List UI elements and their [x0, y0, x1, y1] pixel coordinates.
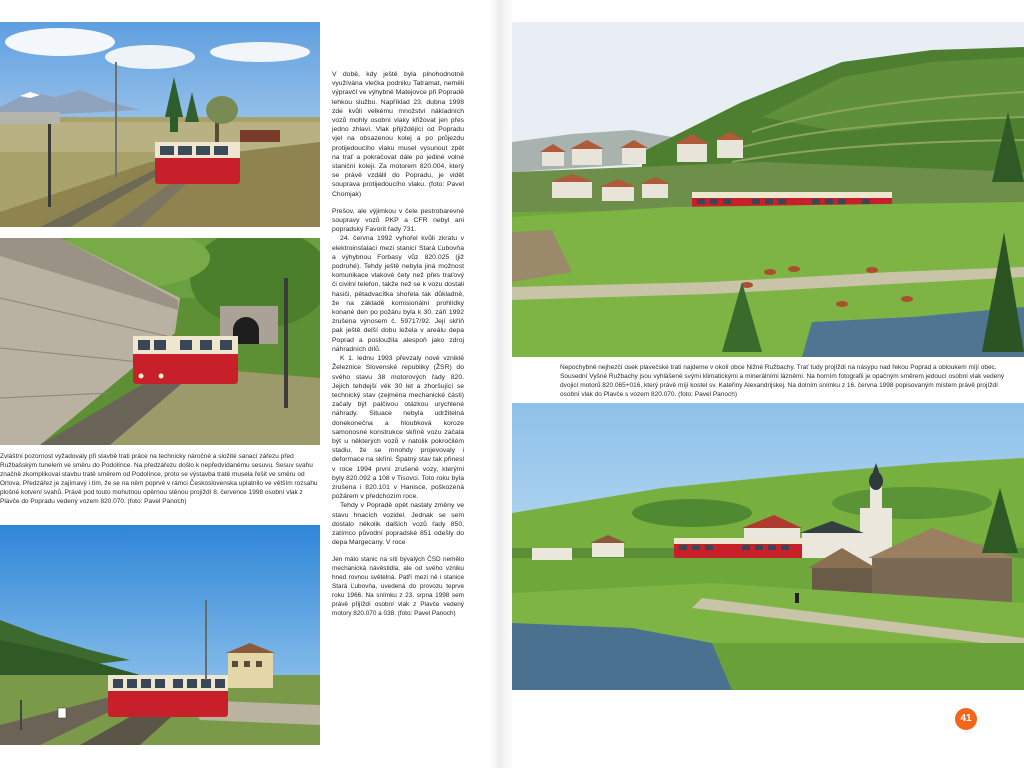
body-paragraph: Prešov, ale výjimkou v čele pestrobarevné soupravy vozů PKP a CFR nebyl ani popradský Favorit řady 731.	[332, 207, 464, 234]
photo-tunnel	[0, 238, 320, 445]
body-paragraph: 24. června 1992 vyhořel kvůli zkratu v elektroinstalaci mezi stanicí Stará Ľubovňa a výhybnou Forbasy vůz 820.025 (již podruhé). Tehdy ještě nebyla jiná možnost komunikace vlakové čety než přes traťový či civilní telefon, takže než se k vozu dostali hasiči, pětadvacítka shořela tak důkladně, že na základě komisionální prohlídky konané den po požáru byla k 30. září 1992 zrušena výnosem č. 59717/92. Její skříň pak ještě delší dobu ležela v areálu depa Poprad a posloužila alespoň jako zdroj náhradních dílů.	[332, 235, 464, 353]
photo-stara-lubovna	[0, 525, 320, 745]
caption-tunnel: Zvláštní pozornost vyžadovaly při stavbě trati práce na technicky náročné a složité sanací zářezu před Ružbašským tunelem ve směru do Podolínce. Na předzářezu došlo k nepředvídanému sesuvu. Sesuv svahu značně zkomplikoval stavbu tratě směrem od Podolínce, proto se výstavba tratě musela řešit ve směru od Orlova. Předzářez je zajímavý i tím, že se na něm poprvé v rámci Československa uplatnilo ve větším rozsahu plošné kotvení svahů. Právě pod touto mohutnou opěrnou stěnou projíždí 8. července 1998 osobní vlak z Plavče do Popradu vedený vozem 820.070. (foto: Pavel Panoch)	[0, 453, 318, 505]
page-gutter	[490, 0, 514, 768]
photo-matejovce	[0, 22, 320, 227]
body-paragraph: V době, kdy ještě byla plnohodnotně využívána vlečka podniku Tatramat, neměli výpravčí ve výhybně Matejovce při Popradě lehkou službu. Například 23. dubna 1998 zde kvůli velkému množství nákladních vozů mohly osobní vlaky křižovat jen přes jedno zhlaví. Vlak přijíždějící od Popradu vjel na obsazenou kolej a po průjezdu protijedoucího vlaku musel vysunout zpět na trať a pokračovat dále po jediné volné staniční koleji. Za motorem 820.004, který se právě vzdálil do Popradu, je vidět souprava protijedoucího vlaku. (foto: Pavel Chomjak)	[332, 71, 464, 198]
page-number-badge: 41	[955, 708, 977, 730]
body-text-column	[332, 70, 464, 710]
caption-stara-lubovna: Jen málo stanic na síti bývalých ČSD nemělo mechanická návěstidla, ale od svého vzniku hned rovnou světelná. Patří mezi ně i stanice Stará Ľubovňa, uvedená do provozu teprve roku 1966. Na snímku z 23. srpna 1998 sem právě přijíždí osobní vlak z Plavče vedený motory 820.070 a 038. (foto: Pavel Panoch)	[332, 556, 464, 618]
photo-ruzbachy-bottom	[512, 403, 1024, 690]
photo-ruzbachy-top	[512, 22, 1024, 357]
body-paragraph: Tehdy v Popradě opět nastaly změny ve stavu hnacích vozidel. Jednak se sem dostalo několik dalších vozů řady 850, zatímco původní popradské 851 odešly do depa Margecany. V roce	[332, 502, 464, 547]
body-paragraph: K 1. lednu 1993 převzaly nově vzniklé Železnice Slovenské republiky (ŽSR) do svého stavu 38 motorových řady 820. Jejich tehdejší věk 30 let a zhoršující se technický stav (zejména mechanické části) začaly být palčivou otázkou urychlené náhrady. Situace nebyla udržitelná donekonečna a hloubková koroze samonosné konstrukce skříně vozu začala být u některých vozů v natolik pokročilém stadiu, že se mnohdy projevovaly i deformace na skříni. Špatný stav tak přinesl v roce 1994 první zrušené vozy, kterými byly 820.092 a 108 v Tisovci. Toto roku byla zrušena i 820.101 v Hanisce, poškozená požárem v předchozím roce.	[332, 355, 464, 501]
caption-nizne-ruzbachy: Nepochybně nejhezčí úsek plavečské trati najdeme v okolí obce Nižné Ružbachy. Trať tudy projíždí na násypu nad řekou Poprad a obloukem míjí obec. Sousední Vyšné Ružbachy jsou vyhlášené svými klimatickými a minerálními lázněmi. Na horním fotografii je opačným směrem jedoucí osobní vlak vedený dvojicí motorů 820.065+016, který právě míjí kostel sv. Kateřiny Alexandrijskej. Na dolním snímku z 16. června 1998 popisovaným místem právě projíždí osobní vlak do Plavče s vozem 820.070. (foto: Pavel Panoch)	[560, 364, 1005, 398]
